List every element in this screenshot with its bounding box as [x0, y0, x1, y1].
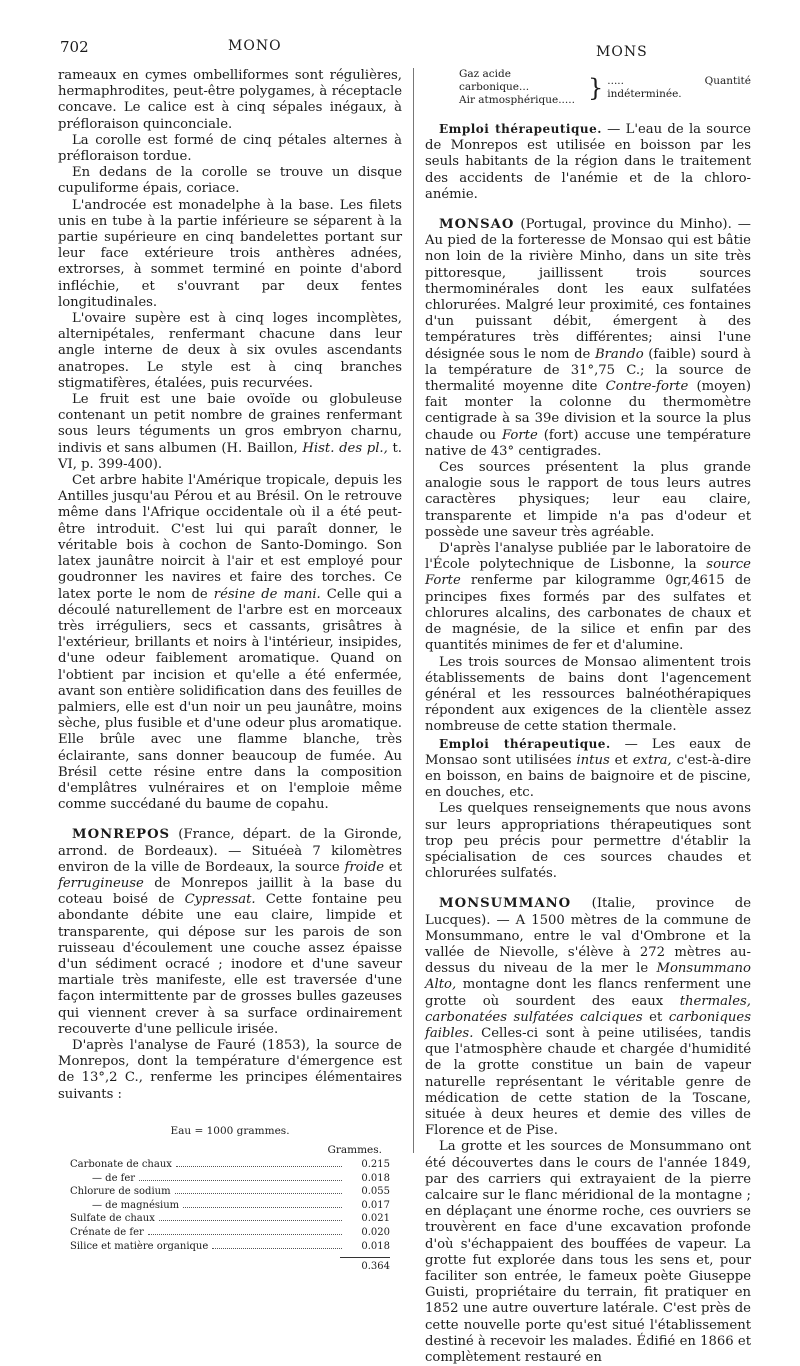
table-row — [70, 1185, 390, 1199]
brace-symbol: } — [587, 73, 604, 102]
italic-term: Monsummano Alto, — [425, 961, 751, 993]
text-run: et — [642, 1009, 669, 1025]
left-column — [58, 68, 402, 1274]
gas-line: Air atmosphérique..... — [459, 94, 575, 106]
italic-term: froide — [344, 859, 385, 875]
text-run: de Monrepos jaillit à la base du coteau boisé de — [58, 875, 402, 908]
row-label: — de fer — [92, 1172, 136, 1184]
text-run: (Portugal, province du Minho). — Au pied de la forteresse de Monsao qui est bâtie non loin de la rivière Minho, dans un site très pittoresque, jaillissent trois sources thermominérales dont les eaux sulfatées chlorurées. Malgré leur proximité, ces fontaines d'un puissant débit, émergent à des températures très différentes; ainsi l'une désignée sous le nom de — [425, 217, 751, 362]
paragraph: rameaux en cymes ombelliformes sont régulières, hermaphrodites, peut-être polygames, à réceptacle concave. Le calice est à cinq sépales inégaux, à préfloraison quinconciale. — [58, 68, 402, 132]
text-run: Cette fontaine peu abondante débite une eau claire, limpide et transparente, qui dépose sur les parois de son ruisseau d'écoulement une couche assez épaisse d'un sédiment ocracé ; inodore et d'une saveur martiale très manifeste, elle est traversée d'une façon intermittente par de grosses bulles gazeuses qui viennent crever à sa surface ordinairement recouverte d'une pellicule irisée. — [58, 892, 402, 1037]
analysis-total: 0.364 — [340, 1257, 390, 1274]
gas-line: Gaz acide carbonique... — [459, 68, 530, 93]
table-row — [70, 1212, 390, 1226]
paragraph: L'androcée est monadelphe à la base. Les filets unis en tube à la partie inférieure se séparent à la partie supérieure en cinq bandelettes portant sur leur face extérieure trois anthères adnées, extrorses, à sommet terminé en pointe d'abord infléchie, et s'ouvrant par deux fentes longitudinales. — [58, 197, 402, 310]
entry-monsao — [425, 217, 751, 460]
row-value: 0.018 — [361, 1172, 390, 1184]
italic-term: Brando — [594, 346, 644, 362]
leader-dots — [159, 1220, 342, 1221]
row-label: Chlorure de sodium — [70, 1186, 171, 1198]
text-run: Celles-ci sont à peine utilisées, tandis que l'atmosphère chaude et chargée d'humidité de la grotte constitue un bain de vapeur naturelle représentant le véritable genre de médication de cette station de la Toscane, située à deux heures et demie des villes de Florence et de Pise. — [425, 1025, 751, 1139]
text-run: (France, départ. de la Gironde, arrond. de Bordeaux). — Situéeà 7 kilomètres environ de la ville de Bordeaux, la source — [58, 827, 402, 875]
text-run: (moyen) fait monter la colonne du thermomètre centigrade à sa 39e division et la source la plus chaude ou — [425, 379, 751, 443]
row-label: Carbonate de chaux — [70, 1158, 172, 1170]
paragraph: En dedans de la corolle se trouve un disque cupuliforme épais, coriace. — [58, 165, 402, 197]
text-run: renferme par kilogramme 0gr,4615 de principes fixes formés par des sulfates et chlorures alcalins, des carbonates de chaux et de magnésie, de la silice et enfin par des quantités minimes de fer et d'alumine. — [425, 573, 751, 654]
paragraph: La corolle est formé de cinq pétales alternes à préfloraison tordue. — [58, 132, 402, 165]
italic-term: Contre-forte — [605, 379, 689, 395]
paragraph — [425, 541, 751, 654]
gas-list — [459, 68, 584, 107]
row-value: 0.017 — [361, 1199, 390, 1211]
table-row — [70, 1240, 390, 1254]
text-run: Celle qui a découlé naturellement de l'arbre est en morceaux très irréguliers, secs et cassants, grisâtres à l'extérieur, brillants et noirs à l'intérieur, insipides, d'une odeur faiblement aromatique. Quand on l'obtient par incision et qu'elle a été enfermée, avant son entière solidification dans des feuilles de palmiers, elle est d'un noir un peu jaunâtre, moins sèche, plus fusible et d'une odeur plus aromatique. Elle brûle avec une flamme blanche, très éclairante, sans donner beaucoup de fumée. Au Brésil cette résine entre dans la composition d'emplâtres vulnéraires et on l'emploie même comme succédané du baume de copahu. — [58, 586, 403, 813]
text-run: Cet arbre habite l'Amérique tropicale, depuis les Antilles jusqu'au Pérou et au Brésil. On le retrouve même dans l'Afrique occidentale où il a été peut-être introduit. C'est lui qui paraît donner, le véritable bois à cochon de Santo-Domingo. Son latex jaunâtre noircit à l'air et est employé pour goudronner les navires et faire des torches. Ce latex porte le nom de — [58, 473, 402, 602]
text-run: c'est-à-dire en boisson, en bains de baignoire et de piscine, en douches, etc. — [425, 752, 751, 801]
text-run: t. VI, p. 399-400). — [58, 440, 402, 472]
text-run: (fort) accuse une température native de 43° centigrades. — [425, 427, 751, 459]
leader-dots — [176, 1166, 342, 1167]
text-run: (Italie, province de Lucques). — A 1500 mètres de la commune de Monsummano, entre le val d'Ombrone et la vallée de Nievolle, s'élève à 272 mètres au-dessus du niveau de la mer le — [425, 896, 751, 977]
emploi-paragraph — [425, 736, 751, 802]
row-label: Crénate de fer — [70, 1226, 144, 1238]
italic-term: Cypressat. — [184, 892, 256, 908]
page-number: 702 — [60, 38, 89, 56]
paragraph — [58, 473, 402, 813]
italic-term: carboniques faibles. — [425, 1009, 751, 1041]
running-head-right: MONS — [596, 44, 648, 60]
entry-headword: MONSUMMANO — [439, 896, 572, 912]
paragraph — [58, 392, 402, 473]
italic-term: ferrugineuse — [58, 875, 144, 891]
text-run: et — [609, 752, 633, 768]
entry-monsummano — [425, 896, 751, 1139]
section-subhead: Emploi thérapeutique. — [439, 122, 602, 136]
analysis-table — [70, 1125, 390, 1274]
paragraph: L'ovaire supère est à cinq loges incomplètes, alternipétales, renfermant chacune dans leur angle interne de deux à six ovules ascendants anatropes. Le style est à cinq branches stigmatifères, étalées, puis recurvées. — [58, 311, 402, 391]
table-row — [70, 1158, 390, 1172]
gas-quantity: ..... Quantité indéterminée. — [607, 74, 751, 100]
row-label: Silice et matière organique — [70, 1240, 209, 1252]
leader-dots — [183, 1207, 342, 1208]
running-head-left: MONO — [228, 38, 282, 54]
row-value: 0.018 — [361, 1240, 390, 1252]
entry-monrepos — [58, 827, 402, 1038]
table-row — [70, 1226, 390, 1240]
row-label: Sulfate de chaux — [70, 1213, 155, 1225]
row-value: 0.020 — [361, 1226, 390, 1238]
leader-dots — [148, 1234, 342, 1235]
running-header — [0, 38, 800, 62]
leader-dots — [212, 1248, 342, 1249]
italic-term: intus — [576, 752, 610, 768]
leader-dots — [139, 1180, 342, 1181]
text-run: — L'eau de la source de Monrepos est utilisée en boisson par les seuls habitants de la région dans le traitement des accidents de l'anémie et de la chloro-anémie. — [425, 122, 751, 202]
row-label: — de magnésium — [92, 1199, 180, 1211]
text-run: et — [384, 859, 402, 875]
paragraph: Les quelques renseignements que nous avons sur leurs appropriations thérapeutiques sont trop peu précis pour permettre d'établir la spécialisation de ces sources chaudes et chlorurées sulfatés. — [425, 801, 751, 882]
table-row — [70, 1172, 390, 1186]
italic-term: Forte — [501, 427, 538, 443]
entry-headword: MONREPOS — [72, 827, 171, 843]
row-value: 0.055 — [361, 1186, 390, 1198]
paragraph: La grotte et les sources de Monsummano ont été découvertes dans le cours de l'année 1849, par des carriers qui extrayaient de la pierre calcaire sur le flanc méridional de la montagne ; en déplaçant une énorme roche, ces ouvriers se trouvèrent en face d'une excavation profonde d'où s'échappaient des bouffées de vapeur. La grotte fut explorée dans tous les sens et, pour faciliter son entrée, le fameux poète Giuseppe Guisti, propriétaire du terrain, fit pratiquer en 1852 une autre ouverture latérale. C'est près de cette nouvelle porte qu'est situé l'établissement destiné à recevoir les malades. Édifié en 1866 et complètement restauré en — [425, 1139, 751, 1366]
leader-dots — [175, 1193, 342, 1194]
entry-headword: MONSAO — [439, 217, 515, 233]
paragraph: Ces sources présentent la plus grande analogie sous le rapport de tous leurs autres caractères physiques; leur eau claire, transparente et limpide n'a pas d'odeur et possède une saveur très agréable. — [425, 460, 751, 540]
text-run: (faible) sourd à la température de 31°,75 C.; la source de thermalité moyenne dite — [425, 346, 751, 395]
italic-term: thermales, carbonatées sulfatées calciques — [425, 993, 751, 1025]
emploi-paragraph — [425, 121, 751, 203]
text-run: D'après l'analyse publiée par le laboratoire de l'École polytechnique de Lisbonne, la — [425, 541, 751, 573]
analysis-unit: Grammes. — [327, 1144, 382, 1157]
italic-term: résine de mani. — [213, 586, 321, 602]
citation: Hist. des pl., — [302, 440, 388, 456]
text-run: montagne dont les flancs renferment une grotte où sourdent des eaux — [425, 977, 751, 1009]
column-divider — [413, 68, 414, 1153]
right-column — [425, 68, 751, 1366]
italic-term: source Forte — [425, 557, 751, 589]
italic-term: extra, — [632, 752, 672, 768]
analysis-total-row — [70, 1257, 390, 1274]
row-value: 0.215 — [361, 1158, 390, 1170]
gas-summary — [459, 68, 751, 107]
table-row — [70, 1199, 390, 1213]
analysis-title: Eau = 1000 grammes. — [170, 1124, 290, 1137]
section-subhead: Emploi thérapeutique. — [439, 736, 611, 751]
paragraph: Les trois sources de Monsao alimentent trois établissements de bains dont l'agencement général et les ressources balnéothérapiques répondent aux exigences de la clientèle assez nombreuse de cette station thermale. — [425, 654, 751, 735]
text-run: Le fruit est une baie ovoïde ou globuleuse contenant un petit nombre de graines renfermant sous leurs téguments un gros embryon charnu, indivis et sans albumen (H. Baillon, — [58, 392, 402, 456]
row-value: 0.021 — [361, 1213, 390, 1225]
paragraph: D'après l'analyse de Fauré (1853), la source de Monrepos, dont la température d'émergence est de 13°,2 C., renferme les principes élémentaires suivants : — [58, 1037, 402, 1102]
text-run: — Les eaux de Monsao sont utilisées — [425, 736, 751, 768]
